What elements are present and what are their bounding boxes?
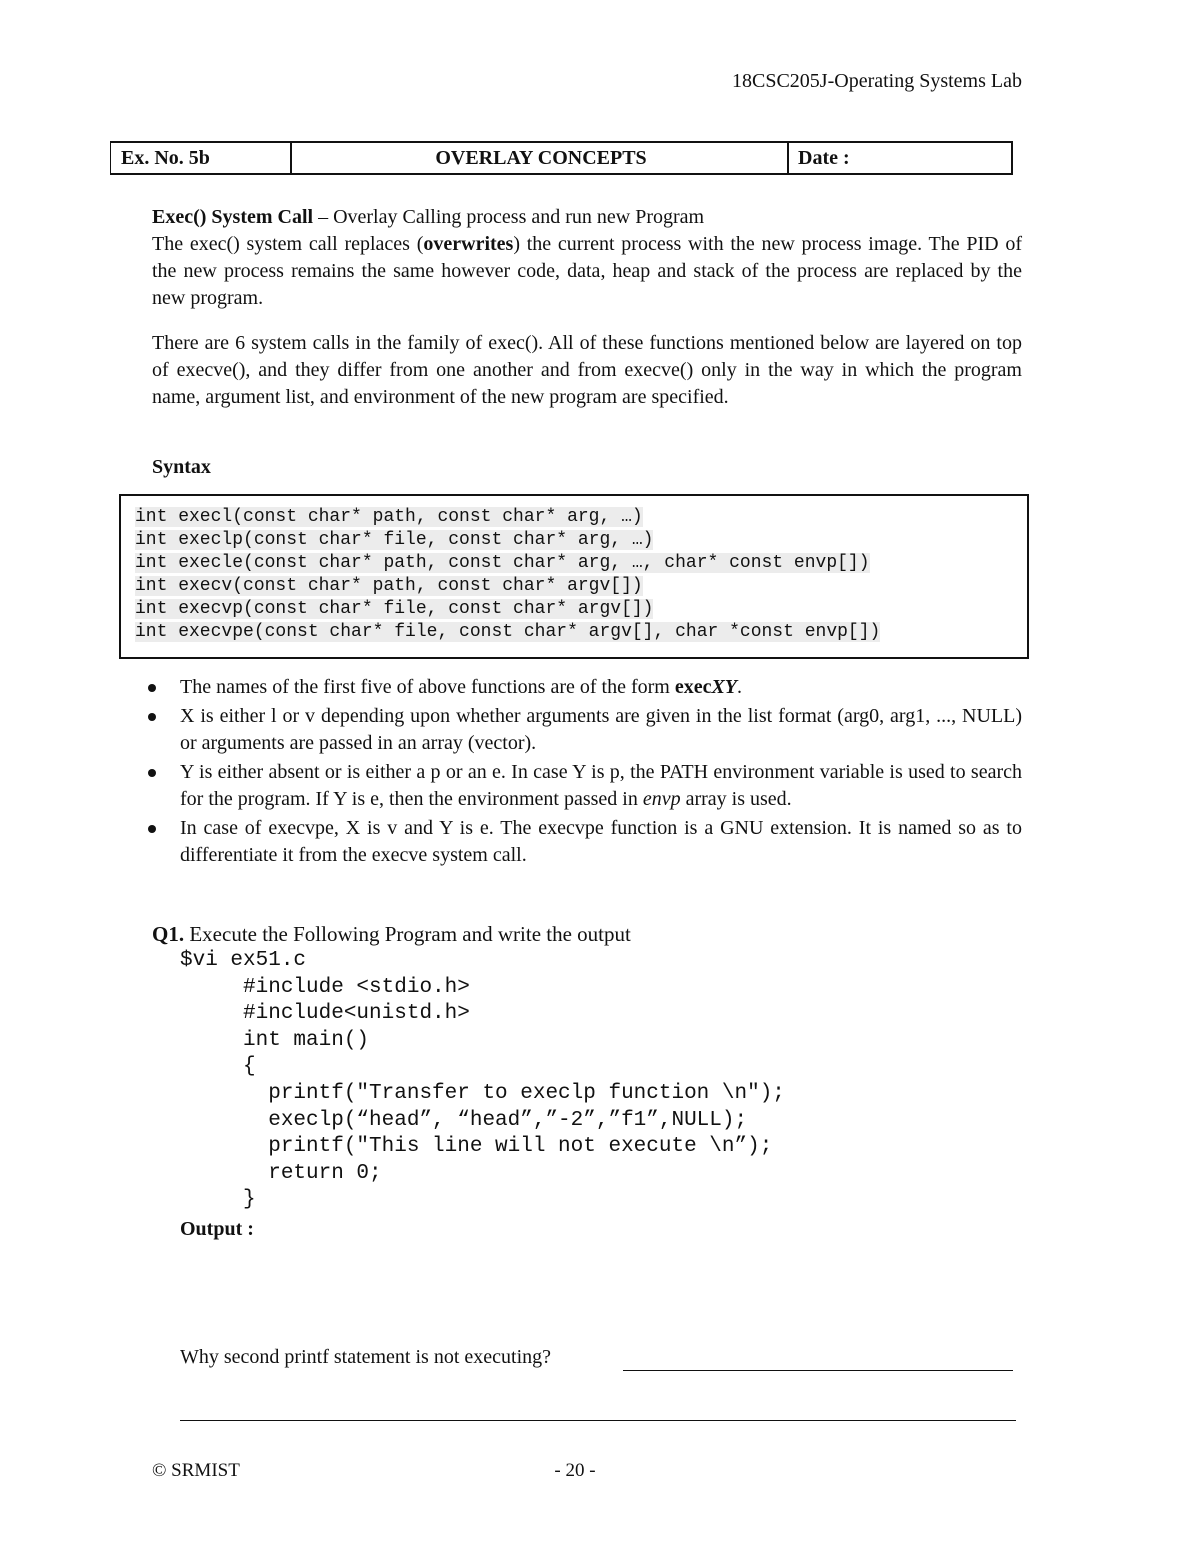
- bullet-dot-icon: [148, 769, 156, 777]
- followup-question: Why second printf statement is not executing?: [180, 1346, 552, 1368]
- bullet-item: Y is either absent or is either a p or an e. In case Y is p, the PATH environment variable is used to search for the program. If Y is e, then the environment passed in envp array is used.: [146, 759, 1022, 814]
- intro-heading-bold: Exec() System Call: [152, 206, 314, 228]
- syntax-line: int execlp(const char* file, const char* arg, …): [135, 530, 654, 550]
- exec-family-paragraph: There are 6 system calls in the family of exec(). All of these functions mentioned below are layered on top of execve(), and they differ from one another and from execve() only in the way in which the program name, argument list, and environment of the new program are specified.: [152, 332, 1022, 408]
- intro-heading: [152, 204, 1022, 231]
- answer-line[interactable]: [180, 1420, 1016, 1421]
- bullet-dot-icon: [148, 825, 156, 833]
- syntax-line: int execv(const char* path, const char* argv[]): [135, 576, 643, 596]
- page-number: - 20 -: [554, 1460, 596, 1481]
- code-listing: $vi ex51.c #include <stdio.h> #include<unistd.h> int main() { printf("Transfer to execlp function \n"); execlp(“head”, “head”,”-2”,”f1”,NULL); printf("This line will not execute \n”); return 0; }: [180, 949, 785, 1212]
- bullet-dot-icon: [148, 713, 156, 721]
- syntax-line: int execvp(const char* file, const char* argv[]): [135, 599, 654, 619]
- syntax-heading: Syntax: [152, 456, 211, 478]
- bullet-item: X is either l or v depending upon whether arguments are given in the list format (arg0, arg1, ..., NULL) or arguments are passed in an array (vector).: [146, 703, 1022, 758]
- syntax-box: [119, 494, 1029, 659]
- bullet-dot-icon: [148, 684, 156, 692]
- syntax-line: int execl(const char* path, const char* arg, …): [135, 507, 643, 527]
- bullet-item: The names of the first five of above functions are of the form execXY.: [146, 674, 1022, 702]
- exercise-title: OVERLAY CONCEPTS: [435, 147, 647, 169]
- question-label: Q1.: [152, 922, 185, 946]
- date-label: Date :: [798, 147, 850, 169]
- syntax-line: int execvpe(const char* file, const char* argv[], char *const envp[]): [135, 622, 881, 642]
- question-text: Execute the Following Program and write the output: [184, 922, 631, 946]
- output-label: Output :: [180, 1218, 254, 1240]
- intro-text-b: ) the current process with the new process image. The PID of the new process remains the same however code, data, heap and stack of the process are replaced by the new program.: [152, 233, 1023, 309]
- syntax-line: int execle(const char* path, const char* arg, …, char* const envp[]): [135, 553, 870, 573]
- exercise-number: Ex. No. 5b: [121, 147, 210, 169]
- intro-heading-rest: – Overlay Calling process and run new Program: [313, 206, 705, 228]
- intro-body: [152, 231, 1022, 312]
- bullet-item: In case of execvpe, X is v and Y is e. The execvpe function is a GNU extension. It is named so as to differentiate it from the execve system call.: [146, 815, 1022, 870]
- syntax-list: [135, 506, 880, 644]
- running-header: 18CSC205J-Operating Systems Lab: [732, 70, 1022, 92]
- exercise-title-table: [110, 141, 1013, 175]
- intro-overwrites: overwrites: [423, 233, 514, 255]
- bullet-list: [146, 674, 1022, 871]
- answer-line[interactable]: [623, 1370, 1013, 1371]
- intro-paragraph: [152, 204, 1022, 312]
- footer-copyright: © SRMIST: [152, 1460, 240, 1481]
- question-1: [152, 922, 631, 947]
- intro-text-a: The exec() system call replaces (: [152, 233, 424, 255]
